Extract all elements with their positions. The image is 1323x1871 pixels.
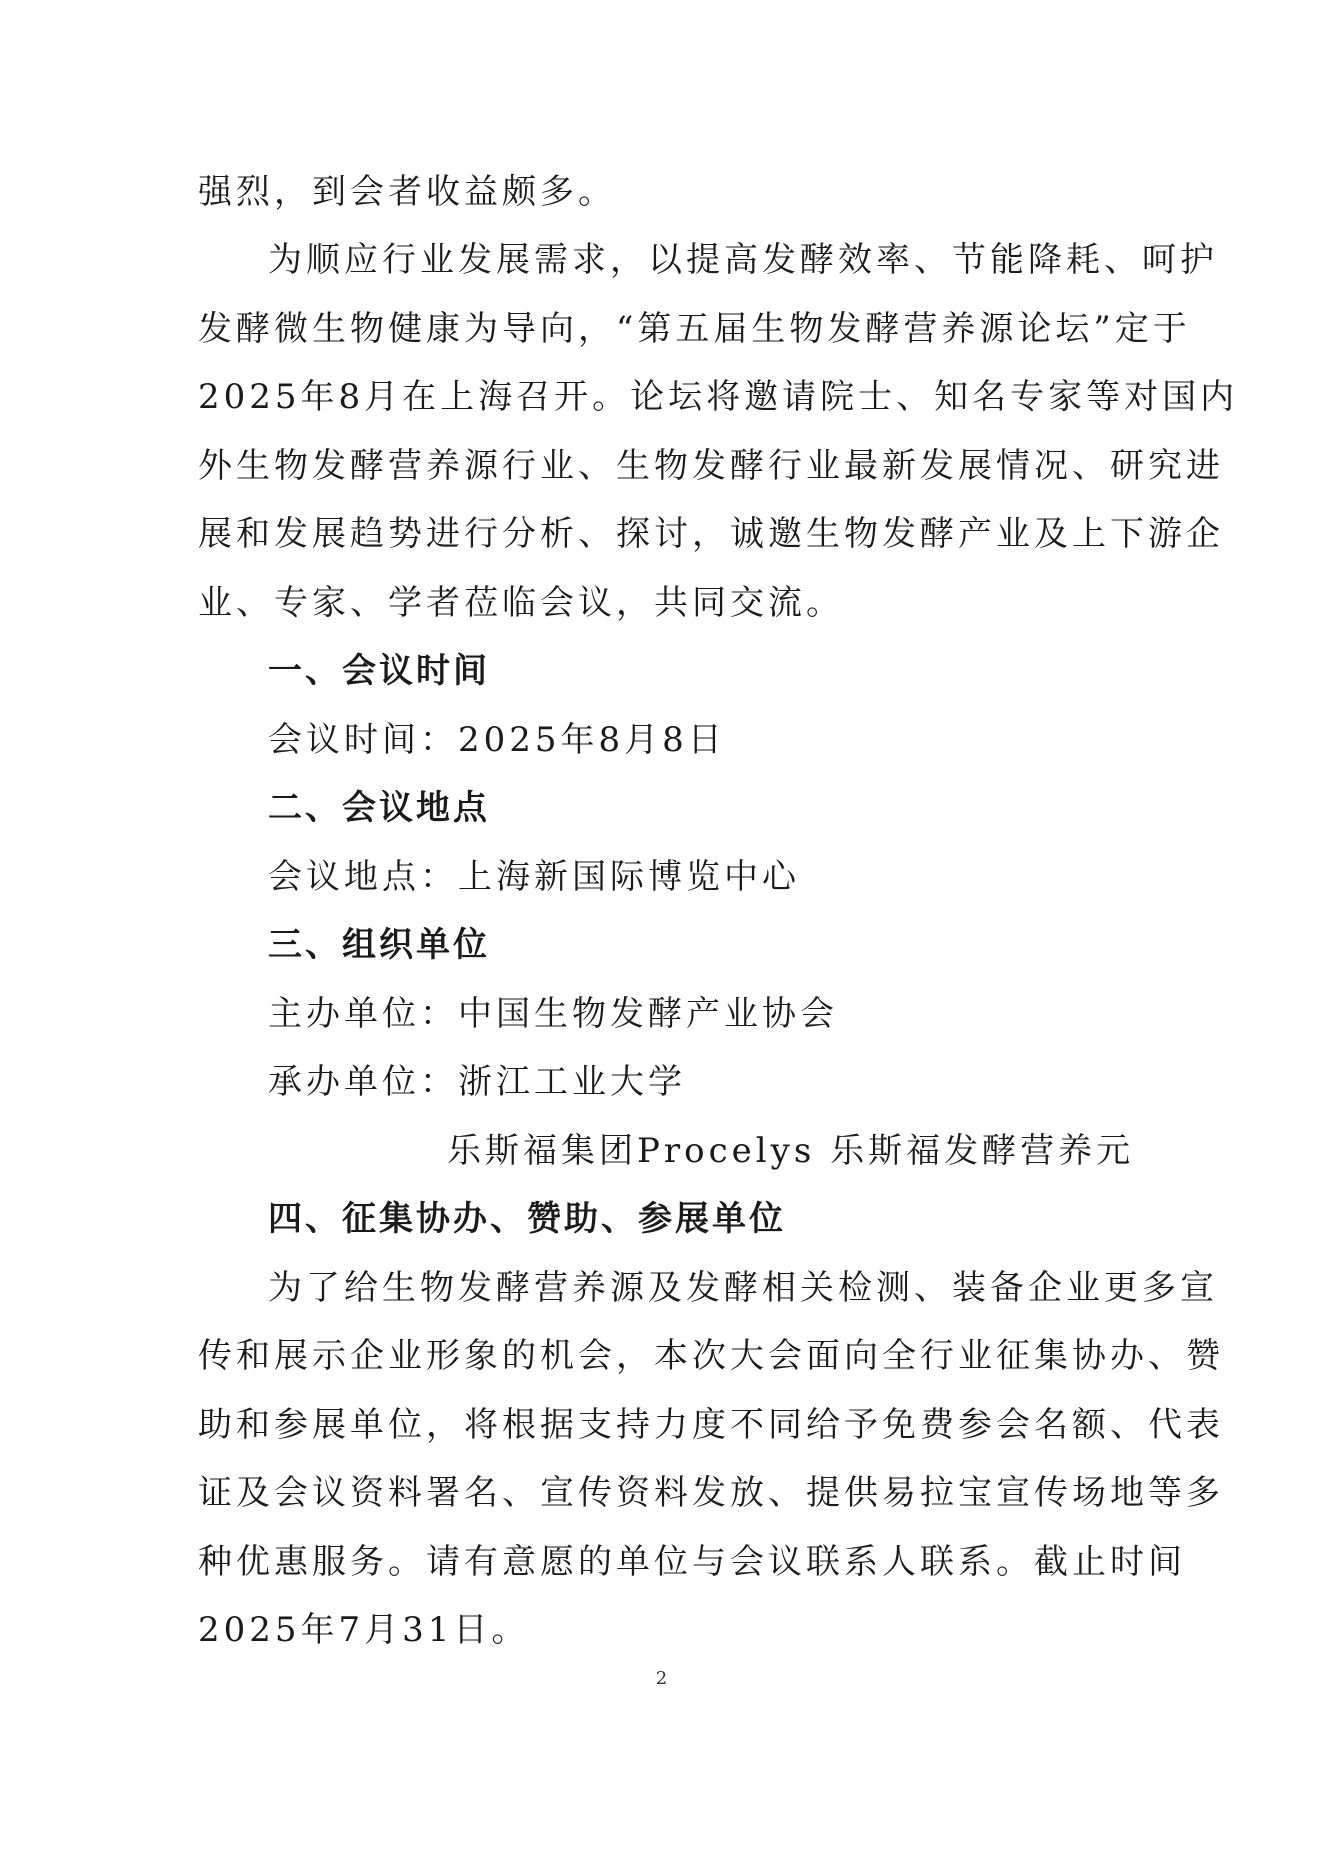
body-text-line: 为了给生物发酵营养源及发酵相关检测、装备企业更多宣 (268, 1268, 1218, 1308)
body-text-line: 为顺应行业发展需求，以提高发酵效率、节能降耗、呵护 (268, 240, 1218, 280)
host-unit-text: 主办单位：中国生物发酵产业协会 (268, 994, 838, 1034)
body-text-line: 传和展示企业形象的机会，本次大会面向全行业征集协办、赞 (198, 1336, 1224, 1376)
body-text-line: 业、专家、学者莅临会议，共同交流。 (198, 583, 844, 623)
body-text-line: 发酵微生物健康为导向，“第五届生物发酵营养源论坛”定于 (198, 309, 1191, 349)
body-text-line: 助和参展单位，将根据支持力度不同给予免费参会名额、代表 (198, 1405, 1224, 1445)
section-heading-organizers: 三、组织单位 (268, 925, 490, 965)
body-text-line: 强烈，到会者收益颇多。 (198, 172, 616, 212)
section-heading-time: 一、会议时间 (268, 651, 490, 691)
body-text-line: 展和发展趋势进行分析、探讨，诚邀生物发酵产业及上下游企 (198, 514, 1224, 554)
meeting-location-text: 会议地点：上海新国际博览中心 (268, 857, 800, 897)
body-text-line: 外生物发酵营养源行业、生物发酵行业最新发展情况、研究进 (198, 446, 1224, 486)
meeting-time-text: 会议时间：2025年8月8日 (268, 720, 726, 760)
body-text-line: 2025年7月31日。 (198, 1610, 530, 1650)
section-heading-location: 二、会议地点 (268, 788, 490, 828)
body-text-line: 2025年8月在上海召开。论坛将邀请院士、知名专家等对国内 (198, 377, 1239, 417)
organizer-unit-text: 承办单位：浙江工业大学 (268, 1062, 686, 1102)
section-heading-sponsors: 四、征集协办、赞助、参展单位 (268, 1199, 786, 1239)
body-text-line: 证及会议资料署名、宣传资料发放、提供易拉宝宣传场地等多 (198, 1473, 1224, 1513)
page-number: 2 (655, 1668, 668, 1689)
organizer-unit-text-2: 乐斯福集团Procelys 乐斯福发酵营养元 (447, 1131, 1135, 1171)
body-text-line: 种优惠服务。请有意愿的单位与会议联系人联系。截止时间 (198, 1542, 1186, 1582)
